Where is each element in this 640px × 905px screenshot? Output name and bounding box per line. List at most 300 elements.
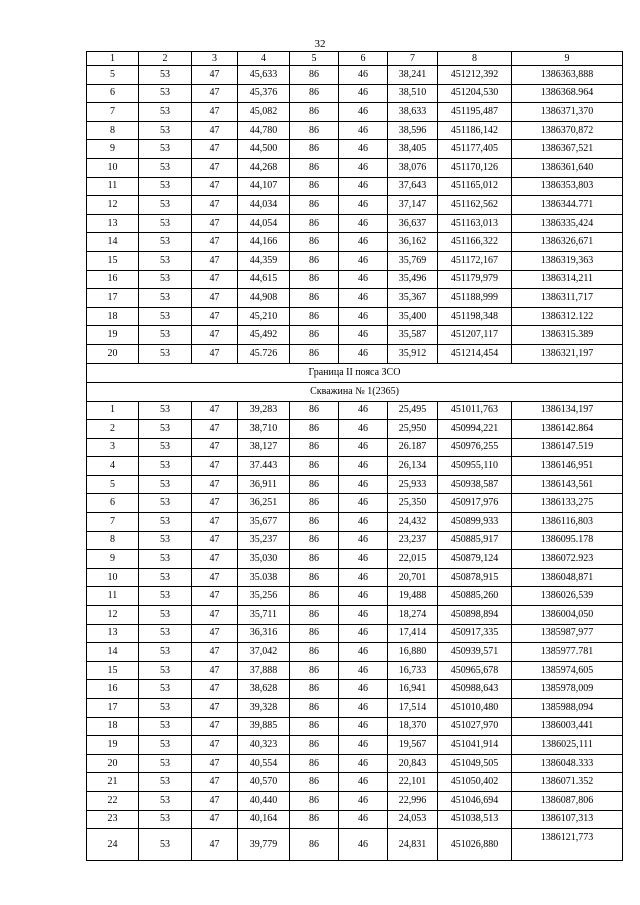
cell-col-4: 38,127 bbox=[238, 438, 290, 457]
cell-col-6: 46 bbox=[339, 494, 388, 513]
table-row bbox=[87, 438, 623, 457]
cell-col-6: 46 bbox=[339, 214, 388, 233]
cell-col-8: 450917,976 bbox=[438, 494, 512, 513]
cell-col-1: 12 bbox=[87, 196, 139, 215]
cell-col-3: 47 bbox=[192, 233, 238, 252]
cell-col-2: 53 bbox=[139, 233, 192, 252]
cell-col-4: 39,283 bbox=[238, 401, 290, 420]
cell-col-7: 25,933 bbox=[388, 475, 438, 494]
section-subtitle-row bbox=[87, 382, 623, 401]
cell-col-8: 451186,142 bbox=[438, 121, 512, 140]
cell-col-9: 1385974,605 bbox=[512, 661, 623, 680]
cell-col-5: 86 bbox=[290, 84, 339, 103]
cell-col-7: 35,912 bbox=[388, 344, 438, 363]
cell-col-5: 86 bbox=[290, 773, 339, 792]
cell-col-3: 47 bbox=[192, 643, 238, 662]
cell-col-1: 6 bbox=[87, 494, 139, 513]
cell-col-1: 17 bbox=[87, 289, 139, 308]
cell-col-2: 53 bbox=[139, 717, 192, 736]
section-subtitle: Скважина № 1(2365) bbox=[87, 382, 623, 401]
cell-col-2: 53 bbox=[139, 196, 192, 215]
cell-col-9: 1386107,313 bbox=[512, 810, 623, 829]
cell-col-4: 37.443 bbox=[238, 457, 290, 476]
cell-col-8: 450994,221 bbox=[438, 420, 512, 439]
cell-col-7: 38,405 bbox=[388, 140, 438, 159]
cell-col-3: 47 bbox=[192, 587, 238, 606]
cell-col-6: 46 bbox=[339, 773, 388, 792]
table-row bbox=[87, 531, 623, 550]
cell-col-1: 8 bbox=[87, 531, 139, 550]
cell-col-4: 44,780 bbox=[238, 121, 290, 140]
table-row bbox=[87, 344, 623, 363]
cell-col-8: 451212,392 bbox=[438, 66, 512, 85]
cell-col-8: 451204,530 bbox=[438, 84, 512, 103]
cell-col-6: 46 bbox=[339, 736, 388, 755]
cell-col-9: 1386353,803 bbox=[512, 177, 623, 196]
cell-col-3: 47 bbox=[192, 475, 238, 494]
cell-col-5: 86 bbox=[290, 624, 339, 643]
table-row bbox=[87, 736, 623, 755]
cell-col-6: 46 bbox=[339, 791, 388, 810]
cell-col-4: 40,323 bbox=[238, 736, 290, 755]
cell-col-3: 47 bbox=[192, 420, 238, 439]
cell-col-8: 450965,678 bbox=[438, 661, 512, 680]
cell-col-6: 46 bbox=[339, 531, 388, 550]
cell-col-5: 86 bbox=[290, 326, 339, 345]
cell-col-3: 47 bbox=[192, 773, 238, 792]
cell-col-4: 38,710 bbox=[238, 420, 290, 439]
cell-col-8: 450976,255 bbox=[438, 438, 512, 457]
table-row bbox=[87, 177, 623, 196]
cell-col-1: 20 bbox=[87, 754, 139, 773]
cell-col-4: 35,237 bbox=[238, 531, 290, 550]
cell-col-7: 22,996 bbox=[388, 791, 438, 810]
cell-col-4: 40,570 bbox=[238, 773, 290, 792]
cell-col-2: 53 bbox=[139, 810, 192, 829]
table-row bbox=[87, 457, 623, 476]
cell-col-6: 46 bbox=[339, 438, 388, 457]
table-row bbox=[87, 606, 623, 625]
cell-col-5: 86 bbox=[290, 344, 339, 363]
cell-col-7: 35,496 bbox=[388, 270, 438, 289]
cell-col-4: 45.726 bbox=[238, 344, 290, 363]
cell-col-1: 11 bbox=[87, 587, 139, 606]
cell-col-2: 53 bbox=[139, 84, 192, 103]
cell-col-4: 40,164 bbox=[238, 810, 290, 829]
cell-col-2: 53 bbox=[139, 568, 192, 587]
cell-col-1: 15 bbox=[87, 661, 139, 680]
cell-col-4: 45,082 bbox=[238, 103, 290, 122]
cell-col-5: 86 bbox=[290, 736, 339, 755]
cell-col-1: 14 bbox=[87, 643, 139, 662]
cell-col-8: 451163,013 bbox=[438, 214, 512, 233]
cell-col-3: 47 bbox=[192, 791, 238, 810]
cell-col-8: 450917,335 bbox=[438, 624, 512, 643]
cell-col-3: 47 bbox=[192, 270, 238, 289]
cell-col-5: 86 bbox=[290, 661, 339, 680]
cell-col-7: 17,414 bbox=[388, 624, 438, 643]
cell-col-1: 7 bbox=[87, 103, 139, 122]
cell-col-9: 1386071.352 bbox=[512, 773, 623, 792]
cell-col-3: 47 bbox=[192, 307, 238, 326]
cell-col-5: 86 bbox=[290, 158, 339, 177]
cell-col-6: 46 bbox=[339, 140, 388, 159]
cell-col-6: 46 bbox=[339, 661, 388, 680]
header-row bbox=[87, 52, 623, 66]
cell-col-3: 47 bbox=[192, 699, 238, 718]
cell-col-7: 18,370 bbox=[388, 717, 438, 736]
cell-col-6: 46 bbox=[339, 344, 388, 363]
table-row bbox=[87, 233, 623, 252]
cell-col-2: 53 bbox=[139, 513, 192, 532]
cell-col-3: 47 bbox=[192, 326, 238, 345]
cell-col-4: 35,711 bbox=[238, 606, 290, 625]
cell-col-1: 2 bbox=[87, 420, 139, 439]
cell-col-5: 86 bbox=[290, 754, 339, 773]
cell-col-9: 1386095.178 bbox=[512, 531, 623, 550]
cell-col-8: 450879,124 bbox=[438, 550, 512, 569]
cell-col-8: 450938,587 bbox=[438, 475, 512, 494]
cell-col-7: 25,950 bbox=[388, 420, 438, 439]
cell-col-7: 20,701 bbox=[388, 568, 438, 587]
table-row bbox=[87, 270, 623, 289]
cell-col-3: 3 bbox=[192, 52, 238, 66]
cell-col-9: 1386026,539 bbox=[512, 587, 623, 606]
cell-col-7: 7 bbox=[388, 52, 438, 66]
cell-col-5: 86 bbox=[290, 829, 339, 861]
cell-col-6: 46 bbox=[339, 699, 388, 718]
cell-col-2: 53 bbox=[139, 401, 192, 420]
cell-col-2: 53 bbox=[139, 550, 192, 569]
cell-col-3: 47 bbox=[192, 196, 238, 215]
cell-col-9: 1386335,424 bbox=[512, 214, 623, 233]
coordinates-table bbox=[86, 51, 623, 861]
cell-col-5: 86 bbox=[290, 568, 339, 587]
table-row bbox=[87, 121, 623, 140]
cell-col-3: 47 bbox=[192, 438, 238, 457]
cell-col-8: 451038,513 bbox=[438, 810, 512, 829]
cell-col-6: 46 bbox=[339, 717, 388, 736]
cell-col-9: 1386087,806 bbox=[512, 791, 623, 810]
table-row bbox=[87, 791, 623, 810]
page-number: 32 bbox=[314, 38, 326, 50]
cell-col-3: 47 bbox=[192, 680, 238, 699]
cell-col-5: 86 bbox=[290, 475, 339, 494]
cell-col-7: 25,495 bbox=[388, 401, 438, 420]
cell-col-6: 46 bbox=[339, 177, 388, 196]
cell-col-6: 46 bbox=[339, 568, 388, 587]
cell-col-6: 46 bbox=[339, 103, 388, 122]
cell-col-1: 17 bbox=[87, 699, 139, 718]
cell-col-2: 53 bbox=[139, 606, 192, 625]
cell-col-2: 53 bbox=[139, 829, 192, 861]
cell-col-6: 46 bbox=[339, 158, 388, 177]
cell-col-5: 86 bbox=[290, 513, 339, 532]
cell-col-5: 86 bbox=[290, 550, 339, 569]
cell-col-3: 47 bbox=[192, 736, 238, 755]
table-row bbox=[87, 289, 623, 308]
cell-col-4: 39,328 bbox=[238, 699, 290, 718]
cell-col-3: 47 bbox=[192, 66, 238, 85]
cell-col-5: 86 bbox=[290, 140, 339, 159]
cell-col-9: 1386315.389 bbox=[512, 326, 623, 345]
cell-col-9: 1386133,275 bbox=[512, 494, 623, 513]
table-row bbox=[87, 829, 623, 861]
cell-col-2: 53 bbox=[139, 289, 192, 308]
table-row bbox=[87, 680, 623, 699]
cell-col-5: 86 bbox=[290, 791, 339, 810]
cell-col-5: 86 bbox=[290, 103, 339, 122]
cell-col-6: 46 bbox=[339, 587, 388, 606]
cell-col-5: 86 bbox=[290, 307, 339, 326]
cell-col-1: 24 bbox=[87, 829, 139, 861]
cell-col-7: 35,367 bbox=[388, 289, 438, 308]
cell-col-2: 53 bbox=[139, 121, 192, 140]
cell-col-7: 17,514 bbox=[388, 699, 438, 718]
cell-col-5: 86 bbox=[290, 289, 339, 308]
cell-col-9: 1386004,050 bbox=[512, 606, 623, 625]
cell-col-6: 46 bbox=[339, 680, 388, 699]
cell-col-2: 53 bbox=[139, 214, 192, 233]
cell-col-9: 1386363,888 bbox=[512, 66, 623, 85]
cell-col-1: 10 bbox=[87, 568, 139, 587]
cell-col-4: 44,500 bbox=[238, 140, 290, 159]
cell-col-1: 12 bbox=[87, 606, 139, 625]
cell-col-6: 46 bbox=[339, 513, 388, 532]
cell-col-1: 13 bbox=[87, 214, 139, 233]
cell-col-7: 35,587 bbox=[388, 326, 438, 345]
table-row bbox=[87, 214, 623, 233]
table-row bbox=[87, 307, 623, 326]
cell-col-9: 1386311,717 bbox=[512, 289, 623, 308]
cell-col-7: 16,733 bbox=[388, 661, 438, 680]
table-row bbox=[87, 550, 623, 569]
cell-col-7: 16,941 bbox=[388, 680, 438, 699]
cell-col-8: 451046,694 bbox=[438, 791, 512, 810]
cell-col-1: 19 bbox=[87, 326, 139, 345]
cell-col-8: 451011,763 bbox=[438, 401, 512, 420]
cell-col-8: 450878,915 bbox=[438, 568, 512, 587]
cell-col-6: 46 bbox=[339, 457, 388, 476]
cell-col-8: 450988,643 bbox=[438, 680, 512, 699]
table-row bbox=[87, 103, 623, 122]
cell-col-2: 53 bbox=[139, 773, 192, 792]
cell-col-4: 36,316 bbox=[238, 624, 290, 643]
cell-col-7: 22,015 bbox=[388, 550, 438, 569]
table-row bbox=[87, 66, 623, 85]
cell-col-3: 47 bbox=[192, 754, 238, 773]
cell-col-7: 22,101 bbox=[388, 773, 438, 792]
cell-col-8: 451188,999 bbox=[438, 289, 512, 308]
cell-col-9: 1386048.333 bbox=[512, 754, 623, 773]
cell-col-2: 53 bbox=[139, 457, 192, 476]
cell-col-2: 53 bbox=[139, 326, 192, 345]
cell-col-3: 47 bbox=[192, 568, 238, 587]
cell-col-7: 23,237 bbox=[388, 531, 438, 550]
cell-col-6: 46 bbox=[339, 643, 388, 662]
cell-col-5: 86 bbox=[290, 66, 339, 85]
cell-col-2: 53 bbox=[139, 103, 192, 122]
cell-col-6: 46 bbox=[339, 810, 388, 829]
cell-col-3: 47 bbox=[192, 661, 238, 680]
cell-col-3: 47 bbox=[192, 550, 238, 569]
cell-col-8: 8 bbox=[438, 52, 512, 66]
cell-col-3: 47 bbox=[192, 344, 238, 363]
cell-col-8: 451041,914 bbox=[438, 736, 512, 755]
cell-col-8: 451170,126 bbox=[438, 158, 512, 177]
cell-col-9: 1386072.923 bbox=[512, 550, 623, 569]
cell-col-2: 53 bbox=[139, 587, 192, 606]
cell-col-1: 5 bbox=[87, 475, 139, 494]
cell-col-9: 1386319,363 bbox=[512, 251, 623, 270]
cell-col-5: 86 bbox=[290, 494, 339, 513]
cell-col-5: 86 bbox=[290, 457, 339, 476]
cell-col-3: 47 bbox=[192, 251, 238, 270]
cell-col-2: 53 bbox=[139, 344, 192, 363]
cell-col-5: 86 bbox=[290, 438, 339, 457]
cell-col-9: 1386003,441 bbox=[512, 717, 623, 736]
cell-col-9: 1386367,521 bbox=[512, 140, 623, 159]
cell-col-1: 18 bbox=[87, 717, 139, 736]
cell-col-1: 18 bbox=[87, 307, 139, 326]
cell-col-7: 36,162 bbox=[388, 233, 438, 252]
cell-col-5: 86 bbox=[290, 270, 339, 289]
cell-col-3: 47 bbox=[192, 717, 238, 736]
cell-col-1: 13 bbox=[87, 624, 139, 643]
cell-col-8: 451165,012 bbox=[438, 177, 512, 196]
cell-col-3: 47 bbox=[192, 513, 238, 532]
cell-col-1: 10 bbox=[87, 158, 139, 177]
table-row bbox=[87, 401, 623, 420]
cell-col-7: 38,633 bbox=[388, 103, 438, 122]
cell-col-8: 450885,260 bbox=[438, 587, 512, 606]
cell-col-4: 40,440 bbox=[238, 791, 290, 810]
cell-col-7: 38,076 bbox=[388, 158, 438, 177]
table-row bbox=[87, 420, 623, 439]
cell-col-1: 23 bbox=[87, 810, 139, 829]
cell-col-2: 53 bbox=[139, 661, 192, 680]
cell-col-1: 8 bbox=[87, 121, 139, 140]
table-row bbox=[87, 661, 623, 680]
cell-col-4: 4 bbox=[238, 52, 290, 66]
cell-col-2: 53 bbox=[139, 177, 192, 196]
table-row bbox=[87, 84, 623, 103]
cell-col-9: 1386326,671 bbox=[512, 233, 623, 252]
table-row bbox=[87, 568, 623, 587]
cell-col-1: 20 bbox=[87, 344, 139, 363]
cell-col-6: 46 bbox=[339, 829, 388, 861]
cell-col-2: 53 bbox=[139, 699, 192, 718]
cell-col-8: 450939,571 bbox=[438, 643, 512, 662]
cell-col-9: 1386025,111 bbox=[512, 736, 623, 755]
cell-col-9: 1386368.964 bbox=[512, 84, 623, 103]
cell-col-4: 39,779 bbox=[238, 829, 290, 861]
cell-col-8: 451162,562 bbox=[438, 196, 512, 215]
cell-col-4: 35,256 bbox=[238, 587, 290, 606]
cell-col-6: 46 bbox=[339, 754, 388, 773]
cell-col-5: 86 bbox=[290, 810, 339, 829]
table-row bbox=[87, 754, 623, 773]
cell-col-8: 451177,405 bbox=[438, 140, 512, 159]
cell-col-9: 1386344.771 bbox=[512, 196, 623, 215]
cell-col-2: 53 bbox=[139, 420, 192, 439]
cell-col-4: 44,107 bbox=[238, 177, 290, 196]
cell-col-5: 86 bbox=[290, 606, 339, 625]
cell-col-9: 1386048,871 bbox=[512, 568, 623, 587]
cell-col-6: 46 bbox=[339, 121, 388, 140]
cell-col-7: 37,643 bbox=[388, 177, 438, 196]
cell-col-8: 450955,110 bbox=[438, 457, 512, 476]
table-row bbox=[87, 810, 623, 829]
cell-col-2: 53 bbox=[139, 475, 192, 494]
cell-col-1: 1 bbox=[87, 401, 139, 420]
cell-col-8: 451198,348 bbox=[438, 307, 512, 326]
cell-col-6: 46 bbox=[339, 550, 388, 569]
table-row bbox=[87, 326, 623, 345]
cell-col-7: 36,637 bbox=[388, 214, 438, 233]
cell-col-3: 47 bbox=[192, 121, 238, 140]
table-row bbox=[87, 624, 623, 643]
cell-col-3: 47 bbox=[192, 289, 238, 308]
cell-col-1: 6 bbox=[87, 84, 139, 103]
cell-col-6: 46 bbox=[339, 326, 388, 345]
cell-col-4: 35,030 bbox=[238, 550, 290, 569]
cell-col-1: 3 bbox=[87, 438, 139, 457]
cell-col-2: 53 bbox=[139, 66, 192, 85]
cell-col-9: 1386147.519 bbox=[512, 438, 623, 457]
cell-col-8: 451214,454 bbox=[438, 344, 512, 363]
cell-col-1: 19 bbox=[87, 736, 139, 755]
cell-col-4: 44,166 bbox=[238, 233, 290, 252]
cell-col-4: 44,034 bbox=[238, 196, 290, 215]
cell-col-7: 19,567 bbox=[388, 736, 438, 755]
cell-col-9: 1386121,773 bbox=[512, 829, 623, 861]
section-title: Граница II пояса ЗСО bbox=[87, 363, 623, 382]
cell-col-4: 45,492 bbox=[238, 326, 290, 345]
cell-col-5: 86 bbox=[290, 251, 339, 270]
cell-col-2: 53 bbox=[139, 438, 192, 457]
cell-col-8: 451049,505 bbox=[438, 754, 512, 773]
cell-col-7: 38,241 bbox=[388, 66, 438, 85]
table-row bbox=[87, 513, 623, 532]
cell-col-4: 45,376 bbox=[238, 84, 290, 103]
table-row bbox=[87, 140, 623, 159]
cell-col-8: 451010,480 bbox=[438, 699, 512, 718]
cell-col-8: 451027,970 bbox=[438, 717, 512, 736]
cell-col-7: 38,596 bbox=[388, 121, 438, 140]
cell-col-6: 46 bbox=[339, 289, 388, 308]
cell-col-1: 7 bbox=[87, 513, 139, 532]
table-row bbox=[87, 196, 623, 215]
cell-col-6: 46 bbox=[339, 475, 388, 494]
cell-col-2: 53 bbox=[139, 251, 192, 270]
cell-col-3: 47 bbox=[192, 606, 238, 625]
cell-col-9: 1386321,197 bbox=[512, 344, 623, 363]
cell-col-1: 14 bbox=[87, 233, 139, 252]
cell-col-7: 24,831 bbox=[388, 829, 438, 861]
cell-col-8: 451195,487 bbox=[438, 103, 512, 122]
cell-col-9: 1386143,561 bbox=[512, 475, 623, 494]
cell-col-9: 1386116,803 bbox=[512, 513, 623, 532]
cell-col-3: 47 bbox=[192, 810, 238, 829]
cell-col-3: 47 bbox=[192, 829, 238, 861]
cell-col-6: 46 bbox=[339, 66, 388, 85]
cell-col-4: 44,359 bbox=[238, 251, 290, 270]
cell-col-6: 46 bbox=[339, 270, 388, 289]
cell-col-6: 46 bbox=[339, 233, 388, 252]
cell-col-1: 5 bbox=[87, 66, 139, 85]
cell-col-2: 53 bbox=[139, 158, 192, 177]
